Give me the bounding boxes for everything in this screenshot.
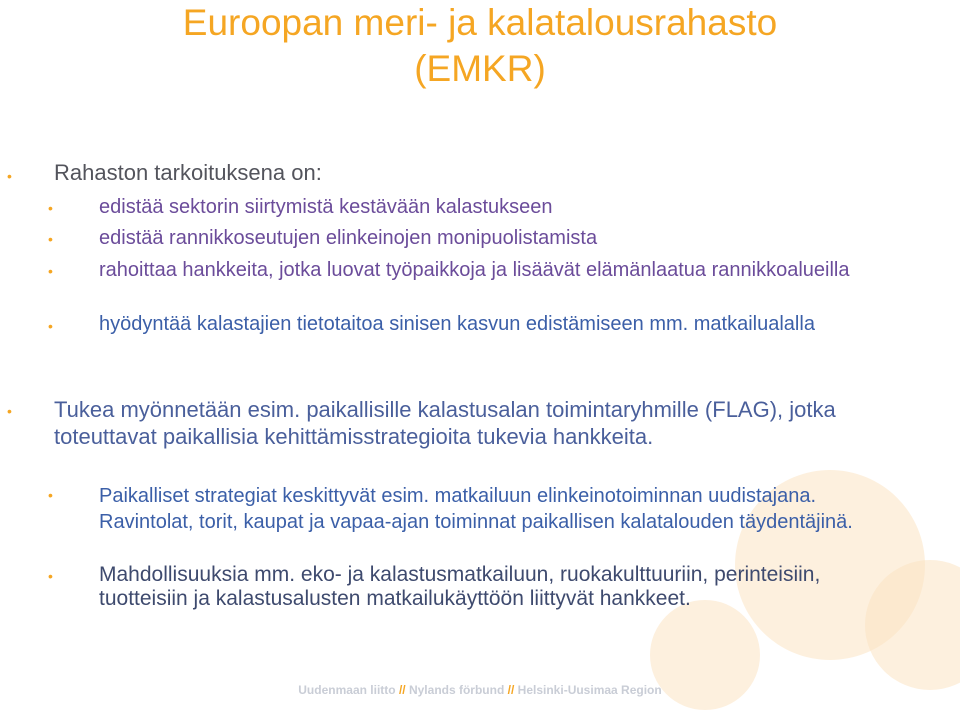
section1-item: edistää rannikkoseutujen elinkeinojen monipuolistamista: [99, 227, 598, 249]
bullet-icon: •: [48, 318, 53, 334]
bullet-icon: •: [48, 200, 53, 216]
page-title: [0, 0, 960, 92]
bullet-icon: •: [48, 231, 53, 247]
bullet-icon: •: [48, 263, 53, 279]
section1-item: hyödyntää kalastajien tietotaitoa sinisen kasvun edistämiseen mm. matkailualalla: [99, 313, 815, 335]
bullet-icon: •: [48, 487, 53, 503]
section2-item: Mahdollisuuksia mm. eko- ja kalastusmatkailuun, ruokakulttuuriin, perinteisiin, tuotteisiin ja kalastusalusten matkailukäyttöön liittyvät hankkeet.: [99, 563, 821, 610]
section1-heading: Rahaston tarkoituksena on:: [54, 160, 322, 185]
title-line-2: (EMKR): [414, 48, 546, 89]
title-line-1: Euroopan meri- ja kalatalousrahasto: [182, 2, 778, 43]
footer-part: Helsinki-Uusimaa Region: [517, 683, 662, 697]
section1-item: edistää sektorin siirtymistä kestävään kalastukseen: [99, 196, 553, 218]
section1-item: rahoittaa hankkeita, jotka luovat työpaikkoja ja lisäävät elämänlaatua rannikkoalueilla: [99, 259, 850, 281]
footer: [0, 683, 960, 697]
footer-part: Nylands förbund: [408, 683, 505, 697]
section2-item: Paikalliset strategiat keskittyvät esim. matkailuun elinkeinotoiminnan uudistajana. Ravintolat, torit, kaupat ja vapaa-ajan toiminnat paikallisen kalatalouden täydentäjinä.: [99, 485, 853, 533]
footer-part: Uudenmaan liitto: [298, 683, 396, 697]
footer-separator: //: [398, 683, 406, 697]
bullet-icon: •: [7, 168, 12, 184]
bullet-icon: •: [7, 403, 12, 419]
section2-heading: Tukea myönnetään esim. paikallisille kalastusalan toimintaryhmille (FLAG), jotka toteuttavat paikallisia kehittämisstrategioita tukevia hankkeita.: [54, 397, 836, 449]
footer-separator: //: [507, 683, 515, 697]
bullet-icon: •: [48, 568, 53, 584]
